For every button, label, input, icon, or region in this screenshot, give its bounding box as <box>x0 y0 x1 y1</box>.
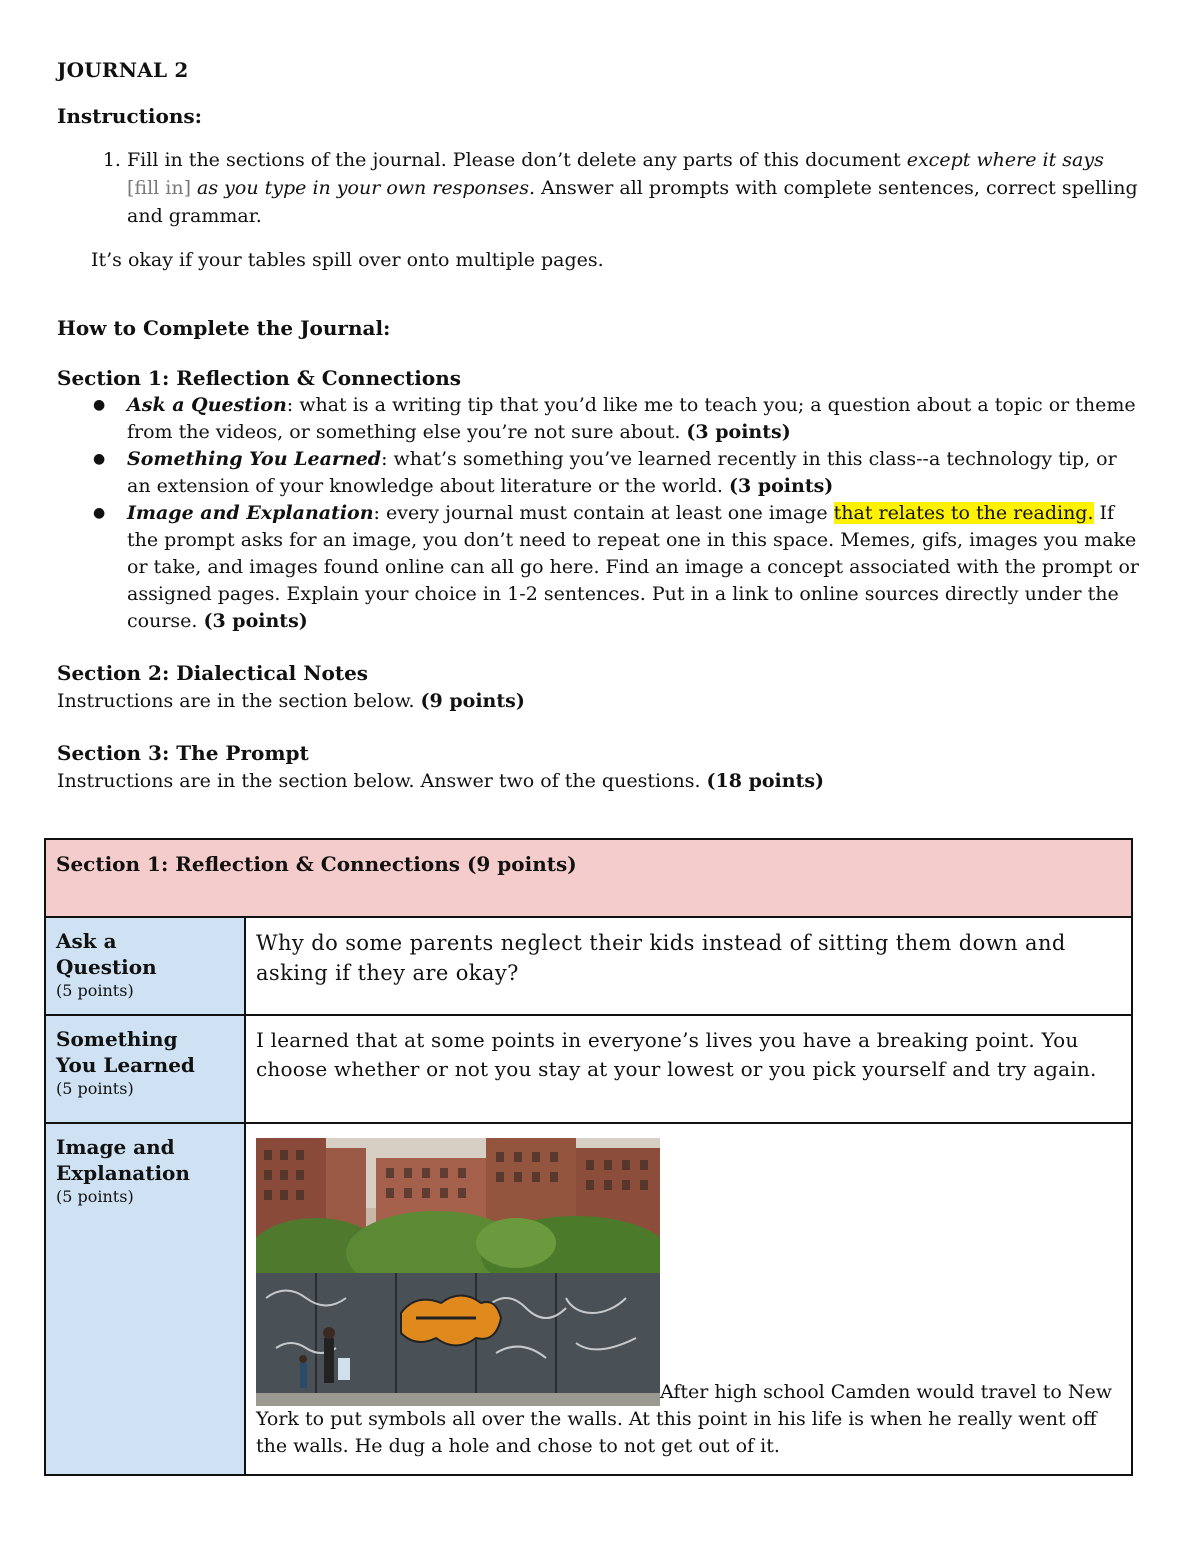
item-points: (3 points) <box>686 421 791 443</box>
item-points: (3 points) <box>729 475 834 497</box>
list-item <box>93 392 1142 446</box>
instruction-item <box>127 146 1142 230</box>
item-term: Image and Explanation <box>127 502 374 524</box>
list-item <box>93 446 1142 500</box>
row-label-line: Something <box>56 1027 178 1051</box>
table-header-row <box>45 839 1132 917</box>
row-label <box>45 1015 245 1123</box>
bullet-icon: ● <box>93 451 106 467</box>
document-title: JOURNAL 2 <box>57 58 189 82</box>
row-points: (5 points) <box>56 1187 134 1206</box>
howto-heading: How to Complete the Journal: <box>57 316 391 340</box>
item-text: If the prompt asks for an image, you don’t need to repeat one in this space. Memes, gifs, images you make or take, and images found online can all go here. Find an image a concept associated with the prompt or assigned pages. Explain your choice in 1-2 sentences. Put in a link to online sources directly under the course. <box>127 502 1139 632</box>
bullet-icon: ● <box>93 397 106 413</box>
instruction-italic: except where it says <box>906 149 1104 171</box>
okay-note: It’s okay if your tables spill over onto multiple pages. <box>91 249 604 271</box>
answer-ask-question[interactable]: Why do some parents neglect their kids instead of sitting them down and asking if they are okay? <box>245 917 1132 1015</box>
journal-page <box>57 48 1142 795</box>
row-points: (5 points) <box>56 1079 134 1098</box>
row-label-line: Ask a <box>56 929 117 953</box>
section3-heading: Section 3: The Prompt <box>57 741 309 765</box>
reflection-table <box>44 838 1133 1476</box>
item-text: : what’s something you’ve learned recently in this class--a technology tip, or an extension of your knowledge about literature or the world. <box>127 448 1117 497</box>
section2-points: (9 points) <box>420 690 525 712</box>
row-label-line: Explanation <box>56 1161 190 1185</box>
section3-text <box>57 767 1142 795</box>
bullet-icon: ● <box>93 505 106 521</box>
section2-instructions: Instructions are in the section below. <box>57 690 421 712</box>
highlighted-text: that relates to the reading. <box>833 502 1094 524</box>
table-header: Section 1: Reflection & Connections (9 points) <box>45 839 1132 917</box>
answer-something-learned[interactable]: I learned that at some points in everyone’s lives you have a breaking point. You choose whether or not you stay at your lowest or you pick yourself and try again. <box>245 1015 1132 1123</box>
row-label <box>45 1123 245 1475</box>
item-text: : every journal must contain at least one image <box>373 502 834 524</box>
row-label-line: You Learned <box>56 1053 195 1077</box>
section1-heading: Section 1: Reflection & Connections <box>57 366 461 390</box>
item-points: (3 points) <box>203 610 308 632</box>
section2-text <box>57 687 1142 715</box>
instructions-list <box>57 146 1142 230</box>
row-label-line: Question <box>56 955 157 979</box>
instruction-text: Fill in the sections of the journal. Please don’t delete any parts of this document <box>127 149 907 171</box>
row-label <box>45 917 245 1015</box>
list-item <box>93 500 1142 635</box>
item-term: Ask a Question <box>127 394 287 416</box>
section3-points: (18 points) <box>706 770 825 792</box>
table-row <box>45 1015 1132 1123</box>
row-label-line: Image and <box>56 1135 175 1159</box>
instructions-heading: Instructions: <box>57 104 203 128</box>
row-points: (5 points) <box>56 981 134 1000</box>
item-term: Something You Learned <box>127 448 382 470</box>
answer-image-explanation[interactable] <box>245 1123 1132 1475</box>
instruction-italic: as you type in your own responses. <box>191 177 536 199</box>
section3-instructions: Instructions are in the section below. Answer two of the questions. <box>57 770 707 792</box>
item-text: : what is a writing tip that you’d like me to teach you; a question about a topic or theme from the videos, or something else you’re not sure about. <box>127 394 1136 443</box>
fill-in-marker: [fill in] <box>127 177 192 199</box>
table-row <box>45 917 1132 1015</box>
table-row <box>45 1123 1132 1475</box>
image-explanation-text: After high school Camden would travel to New York to put symbols all over the walls. At this point in his life is when he really went off the walls. He dug a hole and chose to not get out of it. <box>256 1381 1112 1457</box>
instruction-text: Answer all prompts with complete sentences, correct spelling and grammar. <box>127 177 1138 227</box>
graffiti-wall-photo <box>256 1138 660 1406</box>
section1-list <box>57 392 1142 635</box>
section2-heading: Section 2: Dialectical Notes <box>57 661 369 685</box>
